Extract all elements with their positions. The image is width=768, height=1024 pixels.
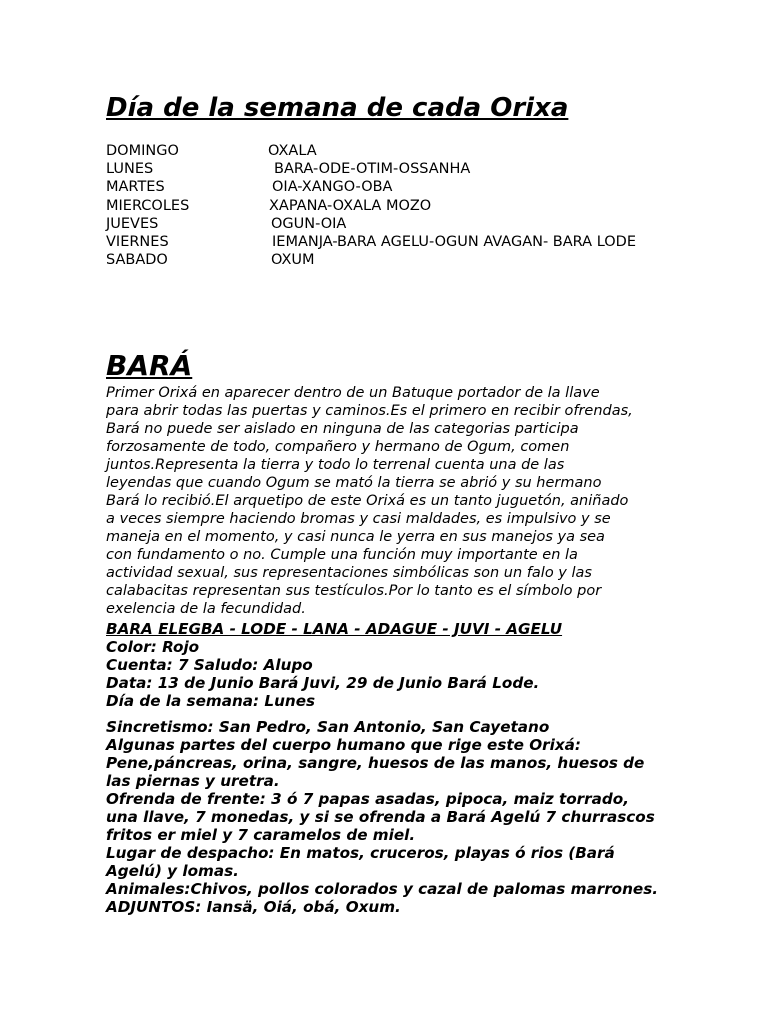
bara-body-line: Algunas partes del cuerpo humano que rige este Orixá: — [106, 736, 581, 754]
description-line: Bará lo recibió.El arquetipo de este Orixá es un tanto juguetón, aniñado — [106, 493, 629, 509]
bara-color: Color: Rojo — [106, 638, 200, 656]
bara-data: Data: 13 de Junio Bará Juvi, 29 de Junio Bará Lode. — [106, 674, 540, 692]
description-line: con fundamento o no. Cumple una función muy importante en la — [106, 547, 578, 563]
weekday-name: DOMINGO — [106, 143, 179, 159]
bara-names: BARA ELEGBA - LODE - LANA - ADAGUE - JUVI - AGELU — [106, 620, 563, 638]
weekday-orixa: OIA-XANGO-OBA — [272, 179, 393, 196]
description-line: Primer Orixá en aparecer dentro de un Batuque portador de la llave — [106, 385, 600, 401]
description-line: para abrir todas las puertas y caminos.Es el primero en recibir ofrendas, — [106, 403, 633, 419]
bara-sincretismo: Sincretismo: San Pedro, San Antonio, San Cayetano — [106, 718, 550, 736]
weekday-name: MARTES — [106, 179, 165, 196]
weekday-name: VIERNES — [106, 233, 169, 250]
page-title: Día de la semana de cada Orixa — [106, 93, 569, 123]
description-line: Bará no puede ser aislado en ninguna de las categorias participa — [106, 421, 579, 437]
bara-ofrenda-line: una llave, 7 monedas, y si se ofrenda a Bará Agelú 7 churrascos — [106, 808, 655, 826]
bara-facts — [106, 620, 686, 916]
bara-description — [106, 384, 666, 618]
weekday-name: SABADO — [106, 252, 168, 269]
weekday-orixa: BARA-ODE-OTIM-OSSANHA — [274, 161, 471, 178]
bara-body-line: Pene,páncreas, orina, sangre, huesos de las manos, huesos de — [106, 754, 645, 772]
section-title-bara: BARÁ — [106, 349, 193, 382]
description-line: actividad sexual, sus representaciones simbólicas son un falo y las — [106, 565, 592, 581]
weekday-orixa: IEMANJA-BARA AGELU-OGUN AVAGAN- BARA LODE — [272, 233, 636, 250]
description-line: forzosamente de todo, compañero y hermano de Ogum, comen — [106, 439, 570, 455]
description-line: exelencia de la fecundidad. — [106, 601, 306, 617]
description-line: a veces siempre haciendo bromas y casi maldades, es impulsivo y se — [106, 511, 611, 527]
description-line: maneja en el momento, y casi nunca le yerra en sus manejos ya sea — [106, 529, 605, 545]
bara-lugar-line: Lugar de despacho: En matos, cruceros, playas ó rios (Bará — [106, 844, 615, 862]
bara-cuenta: Cuenta: 7 Saludo: Alupo — [106, 656, 313, 674]
bara-body-line: las piernas y uretra. — [106, 772, 280, 790]
bara-adjuntos: ADJUNTOS: Iansä, Oiá, obá, Oxum. — [106, 898, 401, 916]
weekday-name: LUNES — [106, 161, 154, 178]
weekday-orixa: XAPANA-OXALA MOZO — [269, 197, 432, 214]
weekday-orixa: OXUM — [271, 252, 315, 269]
description-line: calabacitas representan sus testículos.Por lo tanto es el símbolo por — [106, 583, 602, 599]
bara-animales: Animales:Chivos, pollos colorados y cazal de palomas marrones. — [106, 880, 659, 898]
description-line: juntos.Representa la tierra y todo lo terrenal cuenta una de las — [106, 457, 565, 473]
bara-weekday: Día de la semana: Lunes — [106, 692, 316, 710]
bara-lugar-line: Agelú) y lomas. — [106, 862, 239, 880]
bara-ofrenda-line: Ofrenda de frente: 3 ó 7 papas asadas, pipoca, maiz torrado, — [106, 790, 629, 808]
description-line: leyendas que cuando Ogum se mató la tierra se abrió y su hermano — [106, 475, 602, 491]
weekday-name: JUEVES — [106, 215, 159, 232]
weekday-orixa: OGUN-OIA — [271, 215, 347, 232]
weekday-orixa: OXALA — [268, 143, 317, 159]
spacer — [106, 710, 686, 718]
bara-ofrenda-line: fritos er miel y 7 caramelos de miel. — [106, 826, 416, 844]
weekday-name: MIERCOLES — [106, 197, 190, 214]
